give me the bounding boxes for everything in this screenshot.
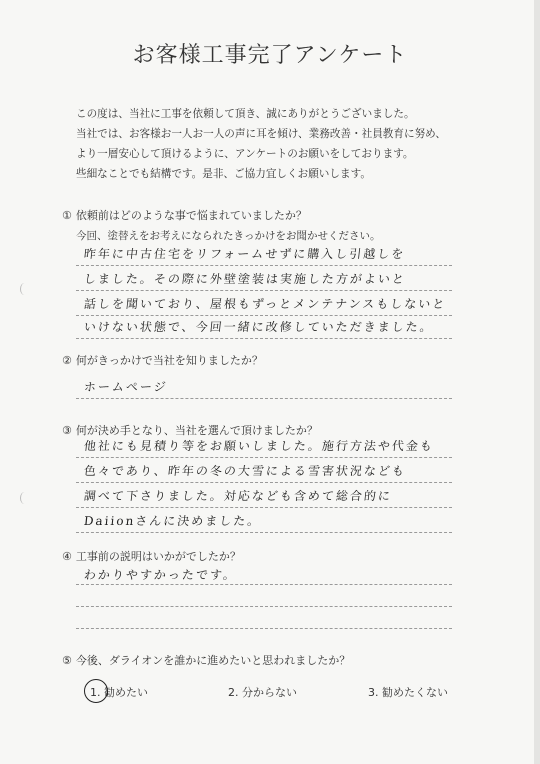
handwritten-answer-line: Daiionさんに決めました。 bbox=[83, 514, 263, 528]
choice-unsure[interactable] bbox=[228, 684, 297, 700]
question-text: 依頼前はどのような事で悩まれていましたか？ bbox=[75, 209, 307, 222]
question-number: ③ bbox=[62, 424, 72, 437]
handwritten-answer-line: わかりやすかったです。 bbox=[83, 568, 238, 582]
punch-hole bbox=[20, 492, 29, 504]
answer-rule bbox=[76, 398, 452, 399]
selected-circle-mark bbox=[84, 679, 108, 703]
question-text: 何が決め手となり、当社を選んで頂けましたか？ bbox=[75, 424, 318, 437]
question-1-subtext: 今回、塗替えをお考えになられたきっかけをお聞かせください。 bbox=[76, 230, 381, 242]
answer-rule bbox=[76, 606, 452, 607]
question-3 bbox=[62, 422, 318, 438]
answer-rule bbox=[76, 584, 452, 585]
handwritten-answer-line: 昨年に中古住宅をリフォームせずに購入し引越しを bbox=[83, 247, 407, 261]
question-5 bbox=[62, 652, 350, 668]
choice-label: 2. 分からない bbox=[228, 686, 297, 699]
answer-rule bbox=[76, 290, 452, 291]
intro-text bbox=[76, 104, 496, 184]
handwritten-answer-line: 調べて下さりました。対応なども含めて総合的に bbox=[83, 489, 393, 503]
handwritten-answer-line: ホームページ bbox=[83, 380, 169, 394]
answer-rule bbox=[76, 315, 452, 316]
answer-rule bbox=[76, 532, 452, 533]
question-2 bbox=[62, 352, 263, 368]
answer-rule bbox=[76, 628, 452, 629]
question-number: ④ bbox=[62, 550, 72, 563]
question-text: 今後、ダライオンを誰かに進めたいと思われましたか？ bbox=[75, 654, 351, 667]
question-number: ② bbox=[62, 354, 72, 367]
question-text: 工事前の説明はいかがでしたか？ bbox=[75, 550, 241, 563]
handwritten-answer-line: しました。その際に外壁塗装は実施した方がよいと bbox=[83, 272, 407, 286]
question-4 bbox=[62, 548, 241, 564]
intro-line: この度は、当社に工事を依頼して頂き、誠にありがとうございました。 bbox=[76, 108, 415, 120]
question-number: ⑤ bbox=[62, 654, 72, 667]
answer-rule bbox=[76, 507, 452, 508]
intro-line: より一層安心して頂けるように、アンケートのお願いをしております。 bbox=[76, 148, 414, 160]
choice-label: 3. 勧めたくない bbox=[368, 686, 448, 699]
handwritten-answer-line: 色々であり、昨年の冬の大雪による雪害状況なども bbox=[83, 464, 407, 478]
handwritten-answer-line: 話しを聞いており、屋根もずっとメンテナンスもしないと bbox=[83, 297, 448, 311]
punch-hole bbox=[20, 283, 29, 295]
page-title: お客様工事完了アンケート bbox=[132, 43, 408, 68]
question-text: 何がきっかけで当社を知りましたか？ bbox=[75, 354, 263, 367]
intro-line: 当社では、お客様お一人お一人の声に耳を傾け、業務改善・社員教育に努め、 bbox=[76, 128, 446, 140]
handwritten-answer-line: いけない状態で、今回一緒に改修していただきました。 bbox=[83, 320, 435, 334]
answer-rule bbox=[76, 482, 452, 483]
choice-label: 1. 勧めたい bbox=[90, 686, 148, 699]
answer-rule bbox=[76, 265, 452, 266]
answer-rule bbox=[76, 457, 452, 458]
page-edge bbox=[534, 0, 540, 764]
choice-not-recommend[interactable] bbox=[368, 684, 448, 700]
intro-line: 些細なことでも結構です。是非、ご協力宜しくお願いします。 bbox=[76, 168, 371, 180]
choice-recommend[interactable] bbox=[90, 684, 148, 700]
answer-rule bbox=[76, 338, 452, 339]
question-number: ① bbox=[62, 209, 72, 222]
question-1 bbox=[62, 207, 307, 223]
handwritten-answer-line: 他社にも見積り等をお願いしました。施行方法や代金も bbox=[83, 439, 435, 453]
